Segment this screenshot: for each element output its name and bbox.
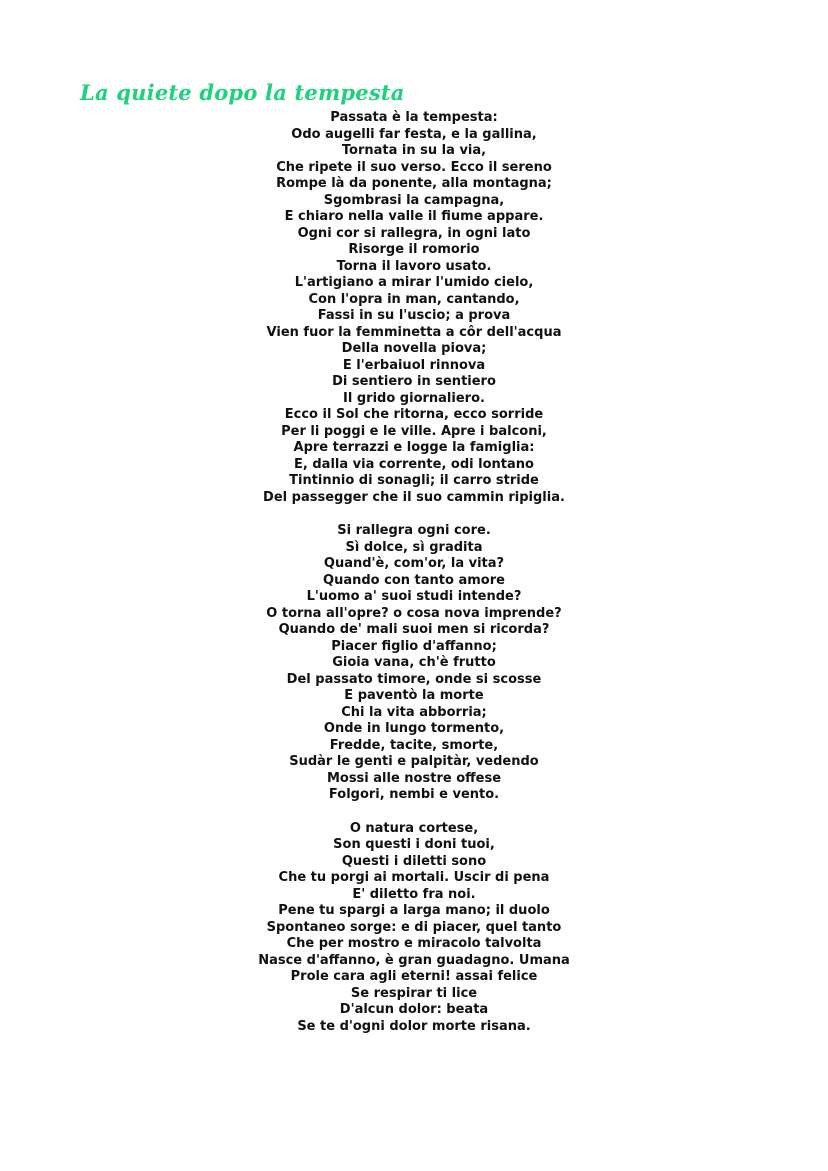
poem-line: Quando de' mali suoi men si ricorda?: [278, 622, 550, 637]
poem-line: Per li poggi e le ville. Apre i balconi,: [281, 423, 547, 439]
poem-line: E, dalla via corrente, odi lontano: [294, 456, 534, 472]
poem-line: Pene tu spargi a larga mano; il duolo: [278, 903, 550, 918]
poem-line: Sgombrasi la campagna,: [323, 192, 505, 208]
poem-line: O torna all'opre? o cosa nova imprende?: [266, 605, 562, 621]
poem-line: E chiaro nella valle il fiume appare.: [284, 209, 544, 224]
poem-line: Prole cara agli eterni! assai felice: [290, 969, 538, 984]
poem-line: D'alcun dolor: beata: [339, 1002, 489, 1017]
poem-body: [0, 110, 828, 1052]
poem-line: Ecco il Sol che ritorna, ecco sorride: [284, 407, 544, 422]
poem-line: Rompe là da ponente, alla montagna;: [276, 176, 552, 191]
poem-line: Si rallegra ogni core.: [337, 523, 491, 538]
poem-line: Sì dolce, sì gradita: [345, 539, 483, 555]
poem-line: Spontaneo sorge: e di piacer, quel tanto: [266, 919, 562, 935]
page-title: La quiete dopo la tempesta: [80, 80, 405, 105]
poem-line: Passata è la tempesta:: [330, 110, 498, 125]
poem-line: L'uomo a' suoi studi intende?: [306, 589, 522, 604]
poem-line: Della novella piova;: [341, 341, 487, 356]
poem-line: Che tu porgi ai mortali. Uscir di pena: [278, 870, 550, 885]
poem-line: Chi la vita abborria;: [341, 704, 487, 720]
poem-line: Son questi i doni tuoi,: [333, 837, 495, 852]
poem-line: E l'erbaiuol rinnova: [342, 357, 486, 373]
poem-line: Di sentiero in sentiero: [332, 374, 496, 389]
poem-line: Tornata in su la via,: [341, 143, 487, 158]
poem-line: Del passegger che il suo cammin ripiglia.: [263, 489, 565, 505]
poem-line: Ogni cor si rallegra, in ogni lato: [297, 225, 531, 241]
poem-line: Fredde, tacite, smorte,: [329, 737, 499, 753]
poem-line: Se te d'ogni dolor morte risana.: [297, 1018, 531, 1034]
poem-line: Folgori, nembi e vento.: [328, 787, 500, 802]
poem-line: Risorge il romorio: [348, 242, 480, 257]
poem-line: Apre terrazzi e logge la famiglia:: [293, 440, 535, 455]
stanza-2: [0, 523, 828, 804]
poem-line: Che per mostro e miracolo talvolta: [286, 936, 542, 951]
poem-line: Il grido giornaliero.: [343, 390, 485, 406]
poem-line: Vien fuor la femminetta a côr dell'acqua: [266, 324, 562, 340]
poem-line: E' diletto fra noi.: [352, 886, 476, 902]
poem-line: Sudàr le genti e palpitàr, vedendo: [289, 754, 539, 769]
poem-line: Fassi in su l'uscio; a prova: [317, 308, 511, 323]
poem-line: Nasce d'affanno, è gran guadagno. Umana: [258, 952, 570, 968]
poem-line: Con l'opra in man, cantando,: [308, 291, 520, 307]
poem-line: Che ripete il suo verso. Ecco il sereno: [276, 159, 552, 175]
poem-line: Quando con tanto amore: [323, 572, 505, 588]
poem-line: L'artigiano a mirar l'umido cielo,: [294, 275, 534, 290]
poem-line: Se respirar ti lice: [350, 985, 478, 1001]
poem-line: Odo augelli far festa, e la gallina,: [291, 126, 537, 142]
poem-line: Gioia vana, ch'è frutto: [332, 655, 496, 670]
poem-line: Questi i diletti sono: [341, 853, 487, 869]
poem-line: Quand'è, com'or, la vita?: [323, 556, 505, 571]
stanza-3: [0, 821, 828, 1036]
poem-line: Del passato timore, onde si scosse: [286, 671, 542, 687]
poem-line: Onde in lungo tormento,: [323, 721, 505, 736]
poem-line: Tintinnio di sonagli; il carro stride: [289, 473, 539, 488]
stanza-1: [0, 110, 828, 506]
poem-line: Torna il lavoro usato.: [336, 258, 492, 274]
poem-line: O natura cortese,: [349, 820, 479, 836]
poem-line: Mossi alle nostre offese: [326, 770, 502, 786]
poem-line: E paventò la morte: [344, 688, 484, 703]
poem-line: Piacer figlio d'affanno;: [331, 638, 497, 654]
